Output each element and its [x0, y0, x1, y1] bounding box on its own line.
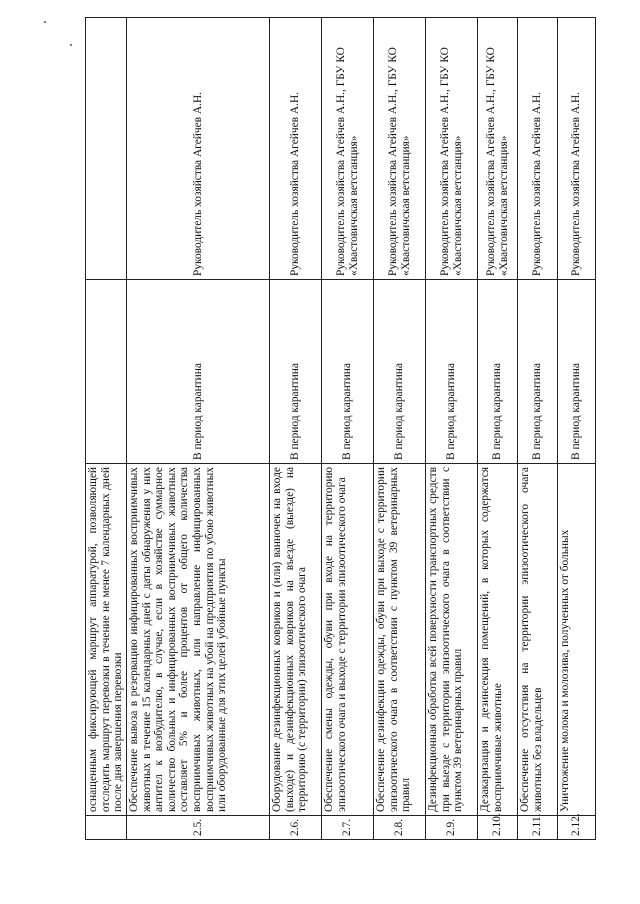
row-term: В период карантина: [478, 280, 518, 464]
measures-table: [85, 17, 596, 840]
row-term: В период карантина: [322, 280, 374, 464]
row-action: Обеспечение смены одежды, обуви при входе на территорию эпизоотического очага и выходе с территории эпизоотического очага: [322, 464, 374, 816]
table-row: [322, 18, 374, 840]
row-term: В период карантина: [374, 280, 426, 464]
row-responsible: [86, 18, 127, 280]
row-responsible: Руководитель хозяйства Агейчев А.Н.: [270, 18, 322, 280]
table-row: [426, 18, 478, 840]
row-responsible: Руководитель хозяйства Агейчев А.Н., ГБУ КО «Хвастовичская ветстанция»: [478, 18, 518, 280]
table-row: [86, 18, 127, 840]
row-term: В период карантина: [127, 280, 270, 464]
row-number: 2.7.: [322, 816, 374, 840]
row-number: 2.6.: [270, 816, 322, 840]
row-responsible: Руководитель хозяйства Агейчев А.Н., ГБУ КО «Хвастовичская ветстанция»: [374, 18, 426, 280]
row-action: оснащенным фиксирующей маршрут аппаратурой, позволяющей отследить маршрут перевозки в течение не менее 7 календарных дней после дня завершения перевозки: [86, 464, 127, 816]
row-term: В период карантина: [426, 280, 478, 464]
row-action: Уничтожение молока и молозива, полученных от больных: [558, 464, 596, 816]
row-responsible: Руководитель хозяйства Агейчев А.Н.: [518, 18, 558, 280]
row-responsible: Руководитель хозяйства Агейчев А.Н., ГБУ КО «Хвастовичская ветстанция»: [426, 18, 478, 280]
row-term: В период карантина: [558, 280, 596, 464]
row-action: Оборудование дезинфекционных ковриков и (или) ванночек на входе (выходе) и дезинфекционных ковриков на въезде (выезде) на территорию (с территории) эпизоотического очага: [270, 464, 322, 816]
row-responsible: Руководитель хозяйства Агейчев А.Н., ГБУ КО «Хвастовичская ветстанция»: [322, 18, 374, 280]
row-number: [86, 816, 127, 840]
row-term: В период карантина: [270, 280, 322, 464]
row-number: 2.8.: [374, 816, 426, 840]
scan-speck: [70, 44, 72, 46]
row-action: Обеспечение отсутствия на территории эпизоотического очага животных без владельцев: [518, 464, 558, 816]
row-action: Дезинфекционная обработка всей поверхности транспортных средств при выезде с территории эпизоотического очага в соответствии с пунктом 39 ветеринарных правил: [426, 464, 478, 816]
table-row: [558, 18, 596, 840]
row-term: [86, 280, 127, 464]
table-row: [127, 18, 270, 840]
scan-speck: [44, 21, 46, 23]
rotated-content: [85, 18, 595, 840]
row-number: 2.11.: [518, 816, 558, 840]
row-number: 2.10.: [478, 816, 518, 840]
row-responsible: Руководитель хозяйства Агейчев А.Н.: [558, 18, 596, 280]
row-term: В период карантина: [518, 280, 558, 464]
row-responsible: Руководитель хозяйства Агейчев А.Н.: [127, 18, 270, 280]
table-row: [270, 18, 322, 840]
row-action: Обеспечение дезинфекции одежды, обуви при выходе с территории эпизоотического очага в соответствии с пунктом 39 ветеринарных правил: [374, 464, 426, 816]
row-number: 2.5.: [127, 816, 270, 840]
table-row: [518, 18, 558, 840]
table-row: [374, 18, 426, 840]
rotated-page: [85, 18, 595, 840]
row-number: 2.12.: [558, 816, 596, 840]
row-action: Дезакаризация и дезинсекция помещений, в которых содержатся восприимчивые животные: [478, 464, 518, 816]
row-action: Обеспечение вывоза в резервацию инфицированных восприимчивых животных в течение 15 календарных дней с даты обнаружения у них антител к возбудителю, в случае, если в хозяйстве суммарное количество больных и инфицированных восприимчивых животных составляет 5% и более процентов от общего количества восприимчивых животных, или направление инфицированных восприимчивых животных на убой на предприятия по убою животных или оборудованные для этих целей убойные пункты: [127, 464, 270, 816]
row-number: 2.9.: [426, 816, 478, 840]
table-row: [478, 18, 518, 840]
